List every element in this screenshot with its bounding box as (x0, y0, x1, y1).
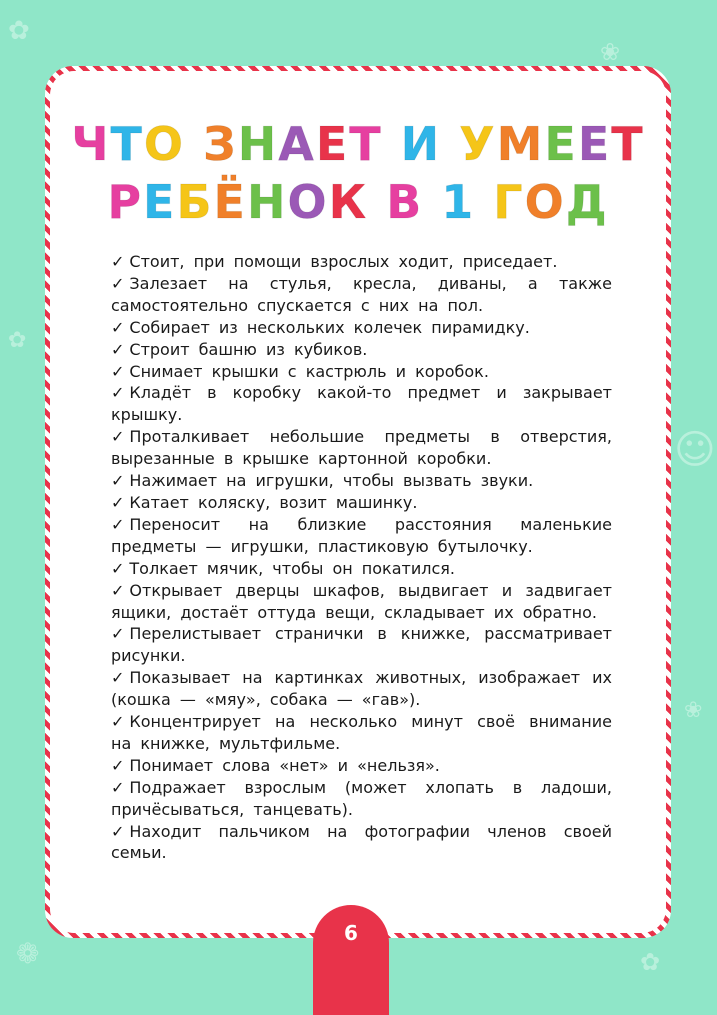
skill-item-text: Перелистывает странички в книжке, рассматривает рисунки. (111, 624, 612, 666)
title-letter: М (496, 117, 545, 171)
background-doodle: ✿ (640, 948, 661, 976)
skill-item-text: Подражает взрослым (может хлопать в ладоши, причёсываться, танцевать). (111, 777, 612, 819)
check-icon: ✓ (111, 558, 125, 578)
title-letter: У (459, 117, 497, 171)
check-icon: ✓ (111, 514, 125, 534)
title-letter: Т (349, 117, 383, 171)
skill-item-text: Залезает на стулья, кресла, диваны, а также самостоятельно спускается с них на пол. (111, 273, 612, 315)
skill-item (111, 667, 612, 711)
skill-item (111, 470, 612, 492)
title-letter: Д (565, 175, 609, 229)
skill-item (111, 623, 612, 667)
title-space (368, 173, 386, 231)
title-letter: Е (544, 117, 578, 171)
title-letter: Ч (71, 117, 111, 171)
check-icon: ✓ (111, 777, 125, 797)
background-doodle: ☺ (674, 427, 716, 473)
page-number: 6 (344, 921, 358, 945)
title-letter: В (386, 175, 424, 229)
skill-item-text: Понимает слова «нет» и «нельзя». (129, 755, 440, 775)
title-line-1 (50, 115, 666, 173)
check-icon: ✓ (111, 492, 125, 512)
check-icon: ✓ (111, 317, 125, 337)
skill-item-text: Строит башню из кубиков. (129, 339, 368, 359)
check-icon: ✓ (111, 361, 125, 381)
background-doodle: ✿ (8, 328, 27, 353)
skill-item-text: Кладёт в коробку какой-то предмет и закрывает крышку. (111, 383, 612, 425)
skill-item (111, 251, 612, 273)
check-icon: ✓ (111, 712, 125, 732)
title-letter: О (143, 117, 186, 171)
skill-item-text: Открывает дверцы шкафов, выдвигает и задвигает ящики, достаёт оттуда вещи, складывает их обратно. (111, 580, 612, 622)
title-letter: Г (493, 175, 525, 229)
background-doodle: ✿ (8, 16, 30, 46)
skill-item (111, 777, 612, 821)
title-space (475, 173, 493, 231)
skill-item-text: Собирает из нескольких колечек пирамидку. (129, 317, 530, 337)
check-icon: ✓ (111, 427, 125, 447)
skill-item (111, 580, 612, 624)
page-frame (45, 66, 671, 938)
check-icon: ✓ (111, 821, 125, 841)
skill-item-text: Находит пальчиком на фотографии членов своей семьи. (111, 821, 612, 863)
check-icon: ✓ (111, 471, 125, 491)
check-icon: ✓ (111, 383, 125, 403)
background-doodle: ❁ (16, 937, 40, 970)
check-icon: ✓ (111, 273, 125, 293)
check-icon: ✓ (111, 580, 125, 600)
title-space (383, 115, 401, 173)
title-letter: О (287, 175, 329, 229)
skill-item-text: Показывает на картинках животных, изображает их (кошка — «мяу», собака — «гав»). (111, 668, 612, 710)
title-letter: Б (176, 175, 214, 229)
skill-item-text: Переносит на близкие расстояния маленькие предметы — игрушки, пластиковую бутылочку. (111, 514, 612, 556)
background-doodle: ❀ (684, 698, 703, 723)
check-icon: ✓ (111, 252, 125, 271)
skill-item (111, 492, 612, 514)
skill-item (111, 558, 612, 580)
skill-item (111, 711, 612, 755)
title-space (423, 173, 441, 231)
skill-item (111, 514, 612, 558)
skill-item-text: Снимает крышки с кастрюль и коробок. (129, 361, 489, 381)
content-card (50, 71, 666, 933)
check-icon: ✓ (111, 339, 125, 359)
title-line-2 (50, 173, 666, 231)
title-letter: 1 (441, 175, 476, 229)
title-letter: Н (237, 117, 279, 171)
check-icon: ✓ (111, 624, 125, 644)
skill-item (111, 339, 612, 361)
skill-item (111, 755, 612, 777)
title-letter: И (400, 117, 442, 171)
title-letter: Е (577, 117, 612, 171)
skill-item (111, 317, 612, 339)
skill-item-text: Нажимает на игрушки, чтобы вызвать звуки. (129, 471, 534, 491)
title-letter: Р (107, 175, 144, 229)
title-letter: Е (143, 175, 177, 229)
title-letter: Т (110, 117, 144, 171)
skill-item (111, 821, 612, 865)
title-letter: Н (246, 175, 288, 229)
skill-item-text: Стоит, при помощи взрослых ходит, приседает. (129, 252, 558, 271)
title-letter: К (328, 175, 369, 229)
title-space (185, 115, 203, 173)
skill-item-text: Толкает мячик, чтобы он покатился. (129, 558, 455, 578)
title-letter: А (278, 117, 316, 171)
check-icon: ✓ (111, 755, 125, 775)
skill-item-text: Концентрирует на несколько минут своё внимание на книжке, мультфильме. (111, 712, 612, 753)
skill-item-text: Проталкивает небольшие предметы в отверстия, вырезанные в крышке картонной коробки. (111, 427, 612, 469)
skill-item (111, 361, 612, 383)
check-icon: ✓ (111, 668, 125, 688)
title-letter: З (203, 117, 238, 171)
page-title (50, 115, 666, 231)
title-letter: Ё (213, 175, 247, 229)
background-doodle: ❀ (600, 38, 621, 66)
skill-item (111, 273, 612, 317)
skill-item (111, 382, 612, 426)
title-space (441, 115, 459, 173)
title-letter: Е (315, 117, 350, 171)
title-letter: Т (611, 117, 645, 171)
skill-item-text: Катает коляску, возит машинку. (129, 492, 418, 512)
title-letter: О (524, 175, 566, 229)
skills-list (111, 251, 612, 864)
skill-item (111, 426, 612, 470)
